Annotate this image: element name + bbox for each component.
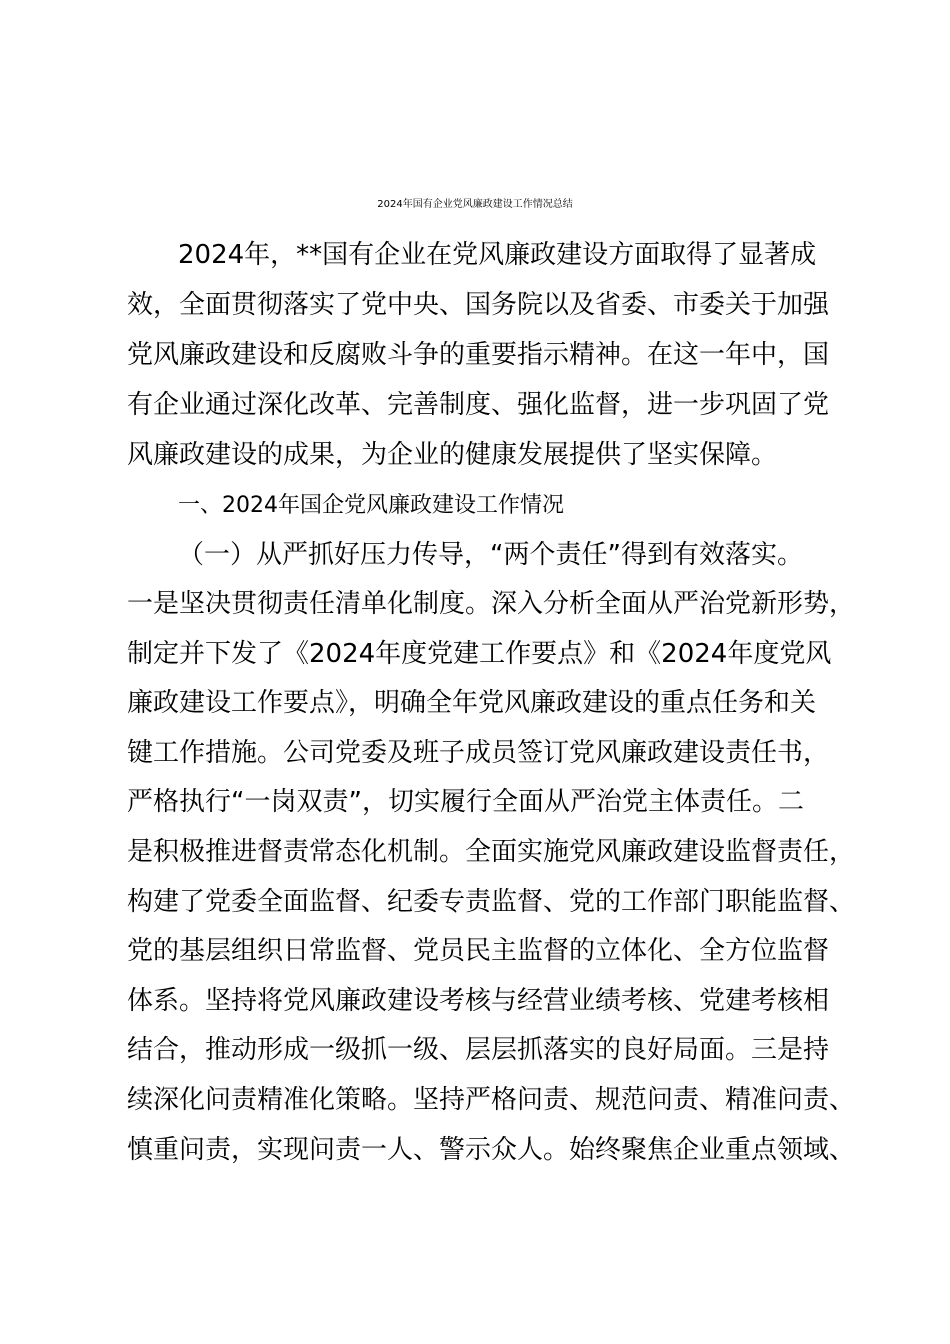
paragraph-line: 续深化问责精准化策略。坚持严格问责、规范问责、精准问责、 (127, 1085, 856, 1115)
paragraph-line: 党风廉政建设和反腐败斗争的重要指示精神。在这一年中，国 (127, 340, 830, 370)
subsection-heading: （一）从严抓好压力传导，“两个责任”得到有效落实。 (178, 540, 803, 570)
paragraph-line: 结合，推动形成一级抓一级、层层抓落实的良好局面。三是持 (127, 1035, 830, 1065)
paragraph-line: 是积极推进督责常态化机制。全面实施党风廉政建设监督责任， (127, 837, 856, 867)
paragraph-line: 构建了党委全面监督、纪委专责监督、党的工作部门职能监督、 (127, 887, 856, 917)
paragraph-line: 效，全面贯彻落实了党中央、国务院以及省委、市委关于加强 (127, 290, 830, 320)
paragraph-line: 廉政建设工作要点》，明确全年党风廉政建设的重点任务和关 (127, 688, 817, 718)
paragraph-line: 有企业通过深化改革、完善制度、强化监督，进一步巩固了党 (127, 390, 830, 420)
paragraph-line: 党的基层组织日常监督、党员民主监督的立体化、全方位监督 (127, 936, 830, 966)
paragraph-line: 2024年，**国有企业在党风廉政建设方面取得了显著成 (178, 240, 817, 270)
document-title: 2024年国有企业党风廉政建设工作情况总结 (377, 199, 573, 210)
paragraph-line: 风廉政建设的成果，为企业的健康发展提供了坚实保障。 (127, 440, 778, 470)
paragraph-line: 键工作措施。公司党委及班子成员签订党风廉政建设责任书， (127, 738, 830, 768)
paragraph-line: 体系。坚持将党风廉政建设考核与经营业绩考核、党建考核相 (127, 986, 830, 1016)
paragraph-line: 制定并下发了《2024年度党建工作要点》和《2024年度党风 (127, 639, 832, 669)
paragraph-line: 严格执行“一岗双责”，切实履行全面从严治党主体责任。二 (127, 787, 804, 817)
paragraph-line: 慎重问责，实现问责一人、警示众人。始终聚焦企业重点领域、 (127, 1135, 856, 1165)
section-heading: 一、2024年国企党风廉政建设工作情况 (178, 493, 564, 518)
paragraph-line: 一是坚决贯彻责任清单化制度。深入分析全面从严治党新形势， (127, 589, 856, 619)
